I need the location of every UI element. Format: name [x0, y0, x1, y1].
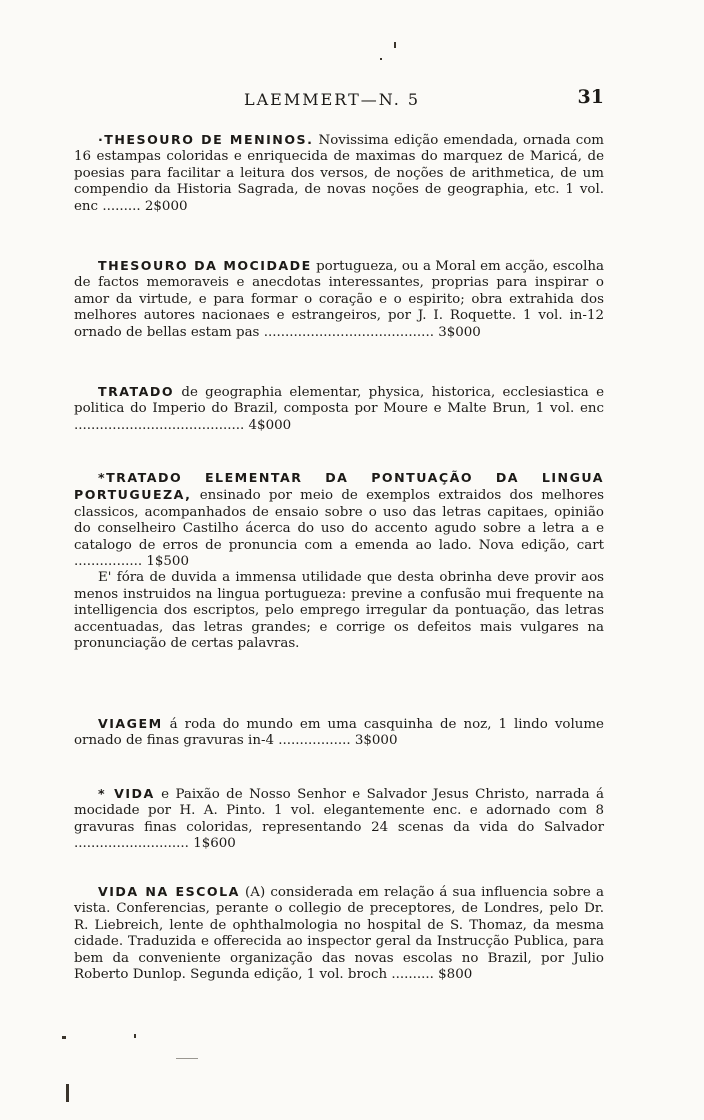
entry-note: E' fóra de duvida a immensa utilidade que desta obrinha deve provir aos menos instruidos na lingua portugueza: previne a confusão mui frequente na intelligencia dos escriptos, pelo emprego irregular da pontuação, das letras accentuadas, das letras grandes; e corrige os defeitos mais vulgares na pronunciação de certas palavras. — [74, 570, 604, 652]
entry-price: $800 — [438, 967, 473, 983]
entry-price: 1$600 — [193, 836, 236, 852]
catalog-entry: VIAGEM á roda do mundo em uma casquinha de noz, 1 lindo volume ornado de finas gravuras in-4 ................. 3$000 — [74, 716, 604, 749]
entry-description: ensinado por meio de exemplos extraidos dos melhores classicos, acompanhados de ensaio sobre o uso das letras capitaes, opinião do conselheiro Castilho ácerca do uso do accento agudo sobre a letra a e catalogo de erros de pronuncia com a emenda ao lado. Nova edição, cart — [74, 488, 605, 553]
entry-title: VIAGEM — [98, 716, 163, 731]
entry-description: de geographia elementar, physica, historica, ecclesiastica e politica do Imperio do Brazil, composta por Moure e Malte Brun, 1 vol. enc — [74, 385, 605, 417]
entry-price: 2$000 — [144, 198, 188, 214]
entry-price: 1$500 — [146, 554, 189, 570]
entry-price: 4$000 — [248, 417, 292, 433]
page-number: 31 — [577, 86, 604, 108]
entry-title: THESOURO DA MOCIDADE — [98, 258, 312, 273]
catalog-entry: VIDA NA ESCOLA (A) considerada em relação á sua influencia sobre a vista. Conferencias, perante o collegio de preceptores, de Londres, pelo Dr. R. Liebreich, lente de ophthalmologia no hospital de S. Thomaz, da mesma cidade. Traduzida e offerecida ao inspector geral da Instrucção Publica, para bem da conveniente organização das novas escolas no Brazil, por Julio Roberto Dunlop. Segunda edição, 1 vol. broch .......... $800 — [74, 884, 604, 983]
entry-title: VIDA NA ESCOLA — [98, 884, 240, 899]
entry-description: á roda do mundo em uma casquinha de noz, 1 lindo volume ornado de finas gravuras in-4 — [74, 717, 604, 749]
entry-description: (A) considerada em relação á sua influencia sobre a vista. Conferencias, perante o collegio de preceptores, de Londres, pelo Dr. R. Liebreich, lente de ophthalmologia no hospital de S. Thomaz, da mesma cidade. Traduzida e offerecida ao inspector geral da Instrucção Publica, para bem da conveniente organização das novas escolas no Brazil, por Julio Roberto Dunlop. Segunda edição, 1 vol. broch — [74, 885, 604, 983]
scan-speck — [134, 1034, 136, 1038]
catalog-entry: *TRATADO ELEMENTAR DA PONTUAÇÃO DA LINGUA PORTUGUEZA, ensinado por meio de exemplos extraidos dos melhores classicos, acompanhados de ensaio sobre o uso das letras capitaes, opinião do conselheiro Castilho ácerca do uso do accento agudo sobre a letra a e catalogo de erros de pronuncia com a emenda ao lado. Nova edição, cart ................ 1$500 E' fóra de duvida a immensa utilidade que desta obrinha deve provir aos menos instruidos na lingua portugueza: previne a confusão mui frequente na intelligencia dos escriptos, pelo emprego irregular da pontuação, das letras accentuadas, das letras grandes; e corrige os defeitos mais vulgares na pronunciação de certas palavras. — [74, 470, 605, 652]
entry-description: portugueza, ou a Moral em acção, escolha de factos memoraveis e anecdotas interessantes, proprias para inspirar o amor da virtude, e para formar o coração e o espirito; obra extrahida dos melhores autores nacionaes e estrangeiros, por J. I. Roquette. 1 vol. in-12 ornado de bellas estam pas — [74, 259, 604, 340]
catalog-entry: ·THESOURO DE MENINOS. Novissima edição emendada, ornada com 16 estampas coloridas e enriquecida de maximas do marquez de Maricá, de poesias para facilitar a leitura dos versos, de noções de arithmetica, de um compendio da Historia Sagrada, de novas noções de geographia, etc. 1 vol. enc ......... 2$000 — [74, 132, 604, 214]
entry-title: ·THESOURO DE MENINOS. — [98, 132, 314, 147]
entry-description: e Paixão de Nosso Senhor e Salvador Jesus Christo, narrada á mocidade por H. A. Pinto. 1 vol. elegantemente enc. e adornado com 8 gravuras finas coloridas, representando 24 scenas da vida do Salvador — [74, 787, 604, 835]
entry-title: *TRATADO ELEMENTAR DA PONTUAÇÃO DA LINGUA PORTUGUEZA, — [74, 470, 604, 503]
catalog-entry: TRATADO de geographia elementar, physica, historica, ecclesiastica e politica do Imperio do Brazil, composta por Moure e Malte Brun, 1 vol. enc ........................................ 4$000 — [74, 384, 605, 433]
running-title: LAEMMERT—N. 5 — [244, 90, 421, 109]
page-header — [74, 86, 604, 114]
entry-price: 3$000 — [354, 733, 398, 749]
scan-speck — [394, 42, 396, 48]
entry-title: TRATADO — [98, 384, 175, 399]
entry-title: * VIDA — [98, 786, 155, 801]
entry-description: Novissima edição emendada, ornada com 16 estampas coloridas e enriquecida de maximas do marquez de Maricá, de poesias para facilitar a leitura dos versos, de noções de arithmetica, de um compendio da Historia Sagrada, de novas noções de geographia, etc. 1 vol. enc — [74, 133, 604, 214]
catalog-entry: * VIDA e Paixão de Nosso Senhor e Salvador Jesus Christo, narrada á mocidade por H. A. Pinto. 1 vol. elegantemente enc. e adornado com 8 gravuras finas coloridas, representando 24 scenas da vida do Salvador ........................... 1$600 — [74, 786, 604, 852]
scan-speck — [176, 1058, 198, 1059]
scan-speck — [62, 1036, 66, 1039]
entry-price: 3$000 — [438, 324, 481, 340]
scan-speck — [66, 1084, 69, 1102]
catalog-entry: THESOURO DA MOCIDADE portugueza, ou a Moral em acção, escolha de factos memoraveis e anecdotas interessantes, proprias para inspirar o amor da virtude, e para formar o coração e o espirito; obra extrahida dos melhores autores nacionaes e estrangeiros, por J. I. Roquette. 1 vol. in-12 ornado de bellas estam pas ........................................ 3$000 — [74, 258, 604, 340]
scan-speck — [380, 58, 382, 60]
